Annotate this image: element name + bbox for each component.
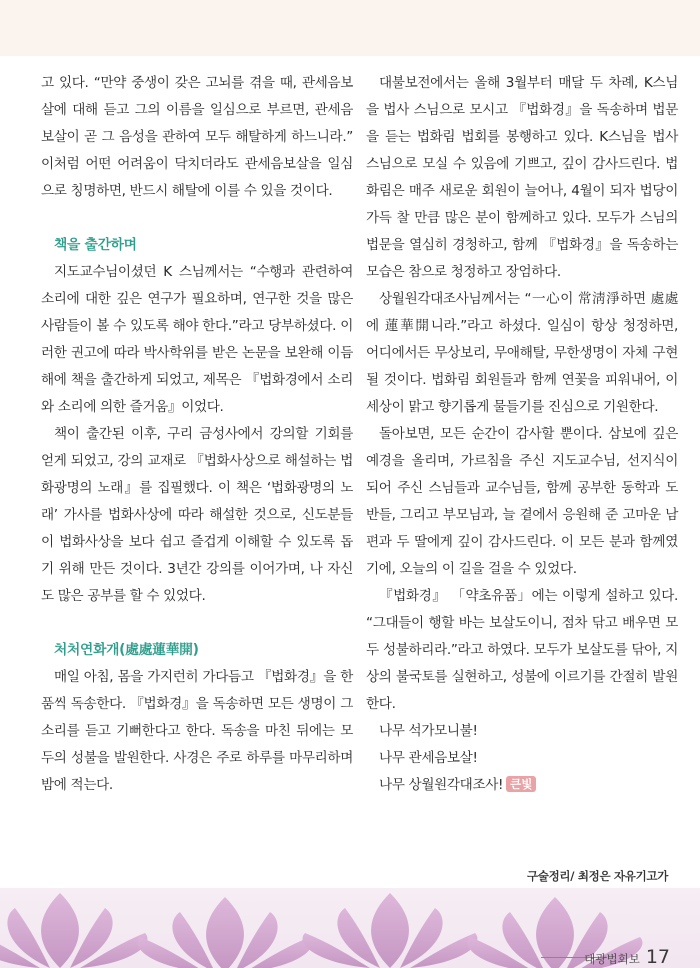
lotus-flower xyxy=(0,893,147,968)
credit-line: 구술정리/ 최정은 자유기고가 xyxy=(526,869,668,883)
paragraph: 대불보전에서는 올해 3월부터 매달 두 차례, K스님을 법사 스님으로 모시고 『법화경』을 독송하며 법문을 듣는 법화림 법회를 봉행하고 있다. K스님을 법사 스님으로 모실 수 있음에 기쁘고, 깊이 감사드린다. 법화림은 매주 새로운 회원이 늘어나, 4월이 되자 법당이 가득 찰 만큼 많은 분이 함께하고 있다. 모두가 스님의 법문을 열심히 경청하고, 함께 『법화경』을 독송하는 모습은 참으로 청정하고 장엄하다. xyxy=(366,75,678,280)
paragraph: 상월원각대조사님께서는 “一心이 常淸淨하면 處處에 蓮華開니라.”라고 하셨다. 일심이 항상 청정하면, 어디에서든 무상보리, 무애해탈, 무한생명이 자체 구현될 것이다. 법화림 회원들과 함께 연꽃을 피워내어, 이 세상이 맑고 향기롭게 물들기를 진심으로 기원한다. xyxy=(366,291,678,415)
chant-text: 나무 상월원각대조사! xyxy=(379,777,504,793)
chant-line: 나무 관세음보살! xyxy=(379,750,478,766)
paragraph: 지도교수님이셨던 K 스님께서는 “수행과 관련하여 소리에 대한 깊은 연구가 필요하며, 연구한 것을 많은 사람들이 볼 수 있도록 해야 한다.”라고 당부하셨다. 이러한 권고에 따라 박사학위를 받은 논문을 보완해 이듬해에 책을 출간하게 되었고, 제목은 『법화경에서 소리와 소리에 의한 즐거움』이었다. xyxy=(41,264,353,415)
section-heading: 처처연화개(處處蓮華開) xyxy=(54,642,199,658)
paragraph: 매일 아침, 몸을 가지런히 가다듬고 『법화경』을 한 품씩 독송한다. 『법화경』을 독송하면 모든 생명이 그 소리를 듣고 기뻐한다고 한다. 독송을 마친 뒤에는 모두의 성불을 발원한다. 사경은 주로 하루를 마무리하며 밤에 적는다. xyxy=(41,669,353,793)
paragraph: 『법화경』 「약초유품」에는 이렇게 설하고 있다. “그대들이 행할 바는 보살도이니, 점차 닦고 배우면 모두 성불하리라.”라고 하였다. 모두가 보살도를 닦아, 지상의 불국토를 실현하고, 성불에 이르기를 간절히 발원한다. xyxy=(366,588,678,712)
publication-name: 대광법회보 xyxy=(584,952,640,966)
chant-line: 나무 석가모니불! xyxy=(379,723,478,739)
author-badge: 큰빛 xyxy=(506,776,536,792)
section-heading: 책을 출간하며 xyxy=(54,237,137,253)
paragraph: 고 있다. “만약 중생이 갖은 고뇌를 겪을 때, 관세음보살에 대해 듣고 그의 이름을 일심으로 부르면, 관세음보살이 곧 그 음성을 관하여 모두 해탈하게 하느니라.” 이처럼 어떤 어려움이 닥치더라도 관세음보살을 일심으로 칭명하면, 반드시 해탈에 이를 수 있을 것이다. xyxy=(41,75,353,199)
right-column xyxy=(366,70,678,799)
paragraph: 책이 출간된 이후, 구리 금성사에서 강의할 기회를 얻게 되었고, 강의 교재로 『법화사상으로 해설하는 법화광명의 노래』를 집필했다. 이 책은 ‘법화광명의 노래’ 가사를 법화사상에 따라 해설한 것으로, 신도분들이 법화사상을 보다 쉽고 즐겁게 이해할 수 있도록 돕기 위해 만든 것이다. 3년간 강의를 이어가며, 나 자신도 많은 공부를 할 수 있었다. xyxy=(41,426,353,604)
chant-line xyxy=(366,772,678,799)
page-number: 17 xyxy=(645,946,670,968)
left-column xyxy=(41,70,353,799)
top-band xyxy=(0,0,700,56)
lotus-flower xyxy=(138,897,313,968)
lotus-flower xyxy=(303,893,478,968)
paragraph: 돌아보면, 모든 순간이 감사할 뿐이다. 삼보에 깊은 예경을 올리며, 가르침을 주신 지도교수님, 선지식이 되어 주신 스님들과 교수님들, 함께 공부한 동학과 도반들, 그리고 부모님과, 늘 곁에서 응원해 준 고마운 남편과 두 딸에게 깊이 감사드린다. 이 모든 분과 함께였기에, 오늘의 이 길을 걸을 수 있었다. xyxy=(366,426,678,577)
page-footer xyxy=(584,946,670,968)
